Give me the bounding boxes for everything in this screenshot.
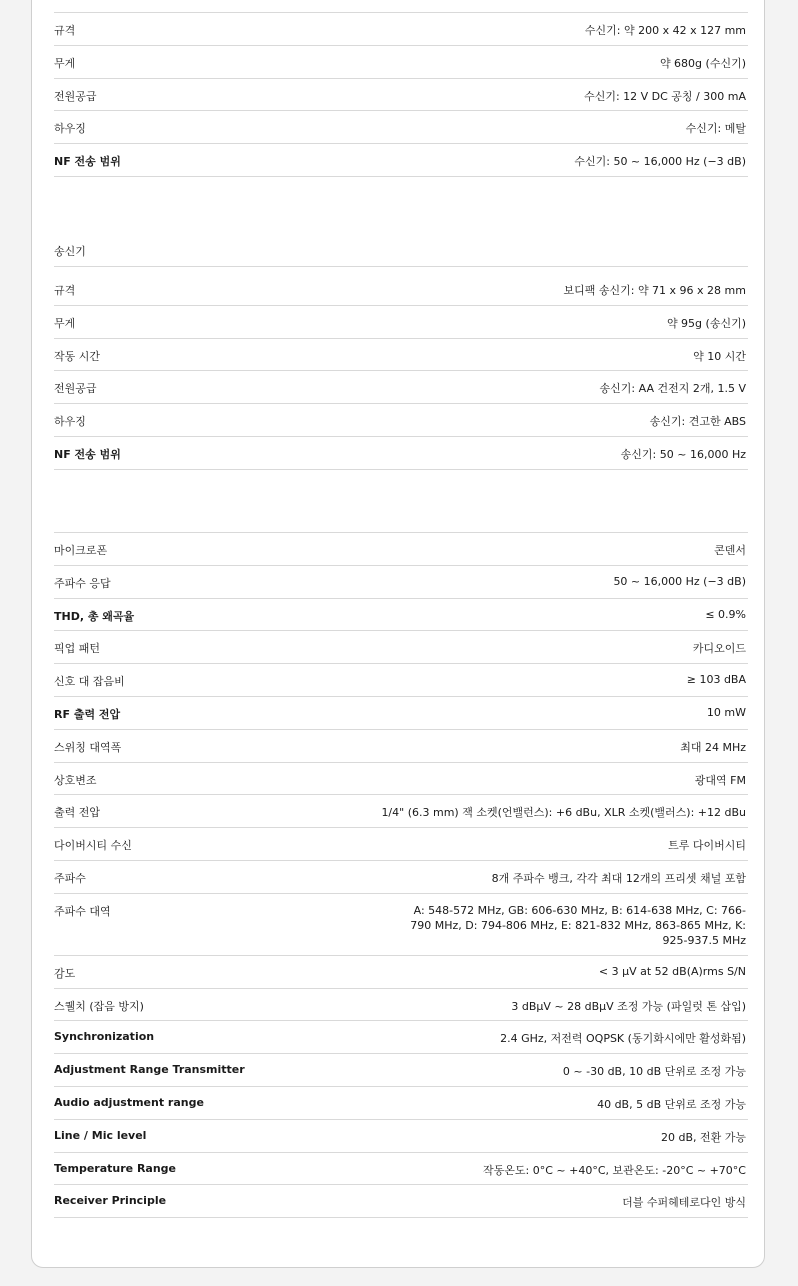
- spec-value: 최대 24 MHz: [680, 740, 746, 754]
- spec-value: 광대역 FM: [694, 773, 746, 787]
- spec-value: 50 ~ 16,000 Hz (−3 dB): [613, 574, 746, 588]
- spec-card: [31, 0, 765, 1268]
- spec-row: [54, 533, 748, 566]
- spec-value: 보디팩 송신기: 약 71 x 96 x 28 mm: [563, 284, 746, 297]
- spec-label: 전원공급: [54, 89, 97, 103]
- spec-row: [54, 273, 748, 306]
- spec-value: 더블 수퍼헤테로다인 방식: [622, 1196, 746, 1210]
- spec-label: NF 전송 범위: [54, 155, 121, 169]
- spec-label: 출력 전압: [54, 806, 101, 820]
- spec-label: 작동 시간: [54, 349, 101, 363]
- spec-value: 작동온도: 0°C ~ +40°C, 보관온도: -20°C ~ +70°C: [483, 1163, 746, 1177]
- spec-value: 3 dBµV ~ 28 dBµV 조정 가능 (파일럿 톤 삽입): [511, 999, 746, 1013]
- spec-row: [54, 664, 748, 697]
- spec-value: ≥ 103 dBA: [686, 673, 746, 687]
- spec-value: < 3 µV at 52 dB(A)rms S/N: [598, 964, 746, 978]
- spec-value: 카디오이드: [692, 642, 746, 656]
- spec-value: 수신기: 50 ~ 16,000 Hz (−3 dB): [574, 155, 746, 169]
- spec-label: Adjustment Range Transmitter: [54, 1063, 245, 1077]
- spec-label: 하우징: [54, 415, 86, 429]
- spec-label: 하우징: [54, 122, 86, 136]
- spec-row: [54, 1054, 748, 1087]
- spec-value: 40 dB, 5 dB 단위로 조정 가능: [597, 1097, 746, 1111]
- spec-row: [54, 111, 748, 144]
- spec-row: [54, 861, 748, 894]
- spec-label: NF 전송 범위: [54, 447, 121, 461]
- spec-row: [54, 1153, 748, 1186]
- spec-row: [54, 1120, 748, 1153]
- spec-row: [54, 730, 748, 763]
- spec-value: 트루 다이버시티: [668, 839, 746, 853]
- spec-row: [54, 144, 748, 177]
- spec-label: 신호 대 잡음비: [54, 675, 125, 689]
- spec-row: [54, 46, 748, 79]
- spec-label: 규격: [54, 284, 76, 297]
- spec-value: 송신기: 견고한 ABS: [649, 415, 746, 429]
- spec-value: 1/4" (6.3 mm) 잭 소켓(언밸런스): +6 dBu, XLR 소켓(밸러스): +12 dBu: [381, 806, 746, 820]
- spec-label: 주파수 응답: [54, 576, 111, 590]
- spec-label: 감도: [54, 966, 76, 980]
- spec-value: 송신기: AA 건전지 2개, 1.5 V: [599, 382, 746, 396]
- spec-label: RF 출력 전압: [54, 707, 121, 721]
- spec-row: [54, 989, 748, 1022]
- spec-label: 상호변조: [54, 773, 97, 787]
- spec-label: THD, 총 왜곡율: [54, 609, 135, 623]
- spec-row: [54, 13, 748, 46]
- spec-value: 송신기: 50 ~ 16,000 Hz: [620, 447, 746, 461]
- spec-label: Temperature Range: [54, 1161, 177, 1175]
- spec-row: [54, 371, 748, 404]
- spec-label: Line / Mic level: [54, 1128, 147, 1142]
- spec-value: 수신기: 약 200 x 42 x 127 mm: [584, 24, 746, 37]
- transmitter-spec-table: [54, 273, 748, 470]
- spec-label: 전원공급: [54, 382, 97, 396]
- spec-label: Receiver Principle: [54, 1194, 167, 1208]
- spec-label: Synchronization: [54, 1030, 155, 1044]
- system-spec-table: [54, 532, 748, 1218]
- spec-row: [54, 697, 748, 730]
- spec-label: 주파수 대역: [54, 904, 111, 918]
- receiver-spec-table: [54, 12, 748, 177]
- spec-label: 다이버시티 수신: [54, 839, 132, 853]
- spec-value: 2.4 GHz, 저전력 OQPSK (동기화시에만 활성화됨): [500, 1032, 746, 1046]
- spec-row: [54, 631, 748, 664]
- spec-row: [54, 1185, 748, 1218]
- spec-label: 스위칭 대역폭: [54, 740, 122, 754]
- spec-row: [54, 1021, 748, 1054]
- spec-value: 수신기: 메탈: [685, 122, 746, 136]
- spec-value: 약 680g (수신기): [659, 56, 746, 70]
- spec-value: 8개 주파수 뱅크, 각각 최대 12개의 프리셋 채널 포함: [491, 871, 746, 885]
- spec-value: ≤ 0.9%: [705, 607, 746, 621]
- spec-label: 무게: [54, 56, 76, 70]
- spec-value: 10 mW: [706, 705, 746, 719]
- spec-value: 20 dB, 전환 가능: [660, 1130, 746, 1144]
- spec-row: [54, 795, 748, 828]
- spec-value: 콘덴서: [714, 544, 746, 557]
- spec-label: 스퀠치 (잡음 방지): [54, 999, 144, 1013]
- spec-row: [54, 763, 748, 796]
- transmitter-title-text: 송신기: [54, 245, 86, 258]
- spec-value: 약 95g (송신기): [666, 316, 746, 330]
- spec-value: A: 548-572 MHz, GB: 606-630 MHz, B: 614-638 MHz, C: 766-790 MHz, D: 794-806 MHz, E: 821-832 MHz, 863-865 MHz, K: 925-937.5 MHz: [410, 903, 746, 947]
- spec-row: [54, 956, 748, 989]
- spec-row: [54, 79, 748, 112]
- spec-row: [54, 437, 748, 470]
- spec-row: [54, 894, 748, 956]
- spec-row: [54, 828, 748, 861]
- spec-value: 수신기: 12 V DC 공칭 / 300 mA: [584, 89, 746, 103]
- spec-label: Audio adjustment range: [54, 1095, 204, 1109]
- spec-label: 무게: [54, 316, 76, 330]
- spec-value: 약 10 시간: [693, 349, 746, 363]
- transmitter-section-title: [54, 241, 748, 267]
- spec-row: [54, 306, 748, 339]
- spec-label: 주파수: [54, 871, 86, 885]
- spec-row: [54, 339, 748, 372]
- spec-label: 규격: [54, 24, 76, 37]
- spec-label: 마이크로폰: [54, 544, 108, 557]
- spec-row: [54, 566, 748, 599]
- spec-row: [54, 404, 748, 437]
- spec-row: [54, 599, 748, 632]
- spec-value: 0 ~ -30 dB, 10 dB 단위로 조정 가능: [562, 1065, 746, 1079]
- spec-row: [54, 1087, 748, 1120]
- spec-label: 픽업 패턴: [54, 642, 101, 656]
